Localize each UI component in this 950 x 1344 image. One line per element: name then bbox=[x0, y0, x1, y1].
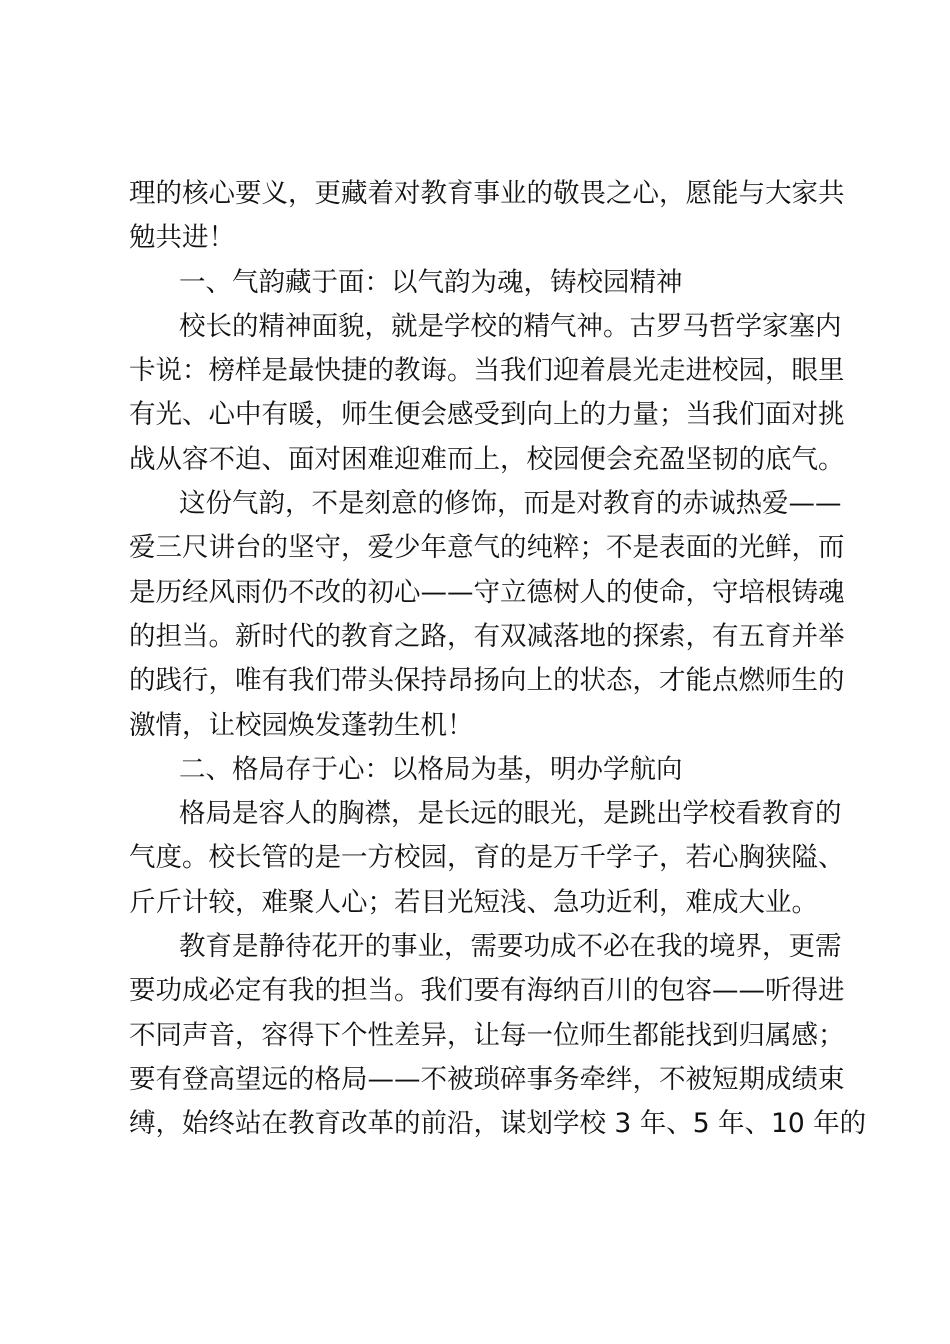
paragraph-line: 卡说：榜样是最快捷的教诲。当我们迎着晨光走进校园，眼里 bbox=[129, 355, 845, 387]
paragraph-line: 斤斤计较，难聚人心；若目光短浅、急功近利，难成大业。 bbox=[129, 886, 818, 918]
paragraph-line: 的践行，唯有我们带头保持昂扬向上的状态，才能点燃师生的 bbox=[129, 665, 845, 697]
paragraph-line: 的担当。新时代的教育之路，有双减落地的探索，有五育并举 bbox=[129, 620, 845, 652]
paragraph-line: 战从容不迫、面对困难迎难而上，校园便会充盈坚韧的底气。 bbox=[129, 443, 845, 475]
paragraph-line: 要有登高望远的格局——不被琐碎事务牵绊，不被短期成绩束 bbox=[129, 1063, 845, 1095]
paragraph-line: 缚，始终站在教育改革的前沿，谋划学校 3 年、5 年、10 年的 bbox=[129, 1108, 867, 1140]
paragraph-line: 激情，让校园焕发蓬勃生机！ bbox=[129, 709, 474, 741]
paragraph-line: 校长的精神面貌，就是学校的精气神。古罗马哲学家塞内 bbox=[179, 310, 842, 342]
paragraph-line: 勉共进！ bbox=[129, 222, 235, 254]
section-heading: 二、格局存于心：以格局为基，明办学航向 bbox=[179, 753, 683, 785]
document-body bbox=[129, 172, 867, 1147]
paragraph-line: 气度。校长管的是一方校园，育的是万千学子，若心胸狭隘、 bbox=[129, 842, 845, 874]
paragraph-line: 格局是容人的胸襟，是长远的眼光，是跳出学校看教育的 bbox=[179, 798, 842, 830]
paragraph-line: 是历经风雨仍不改的初心——守立德树人的使命，守培根铸魂 bbox=[129, 576, 845, 608]
paragraph-line: 理的核心要义，更藏着对教育事业的敬畏之心，愿能与大家共 bbox=[129, 178, 845, 209]
section-heading: 一、气韵藏于面：以气韵为魂，铸校园精神 bbox=[179, 266, 683, 298]
paragraph-line: 教育是静待花开的事业，需要功成不必在我的境界，更需 bbox=[179, 931, 842, 963]
paragraph-line: 不同声音，容得下个性差异，让每一位师生都能找到归属感； bbox=[129, 1019, 845, 1051]
paragraph-line: 这份气韵，不是刻意的修饰，而是对教育的赤诚热爱—— bbox=[179, 488, 842, 520]
paragraph-line: 爱三尺讲台的坚守，爱少年意气的纯粹；不是表面的光鲜，而 bbox=[129, 532, 845, 564]
paragraph-line: 要功成必定有我的担当。我们要有海纳百川的包容——听得进 bbox=[129, 975, 845, 1007]
paragraph-line: 有光、心中有暖，师生便会感受到向上的力量；当我们面对挑 bbox=[129, 399, 845, 431]
